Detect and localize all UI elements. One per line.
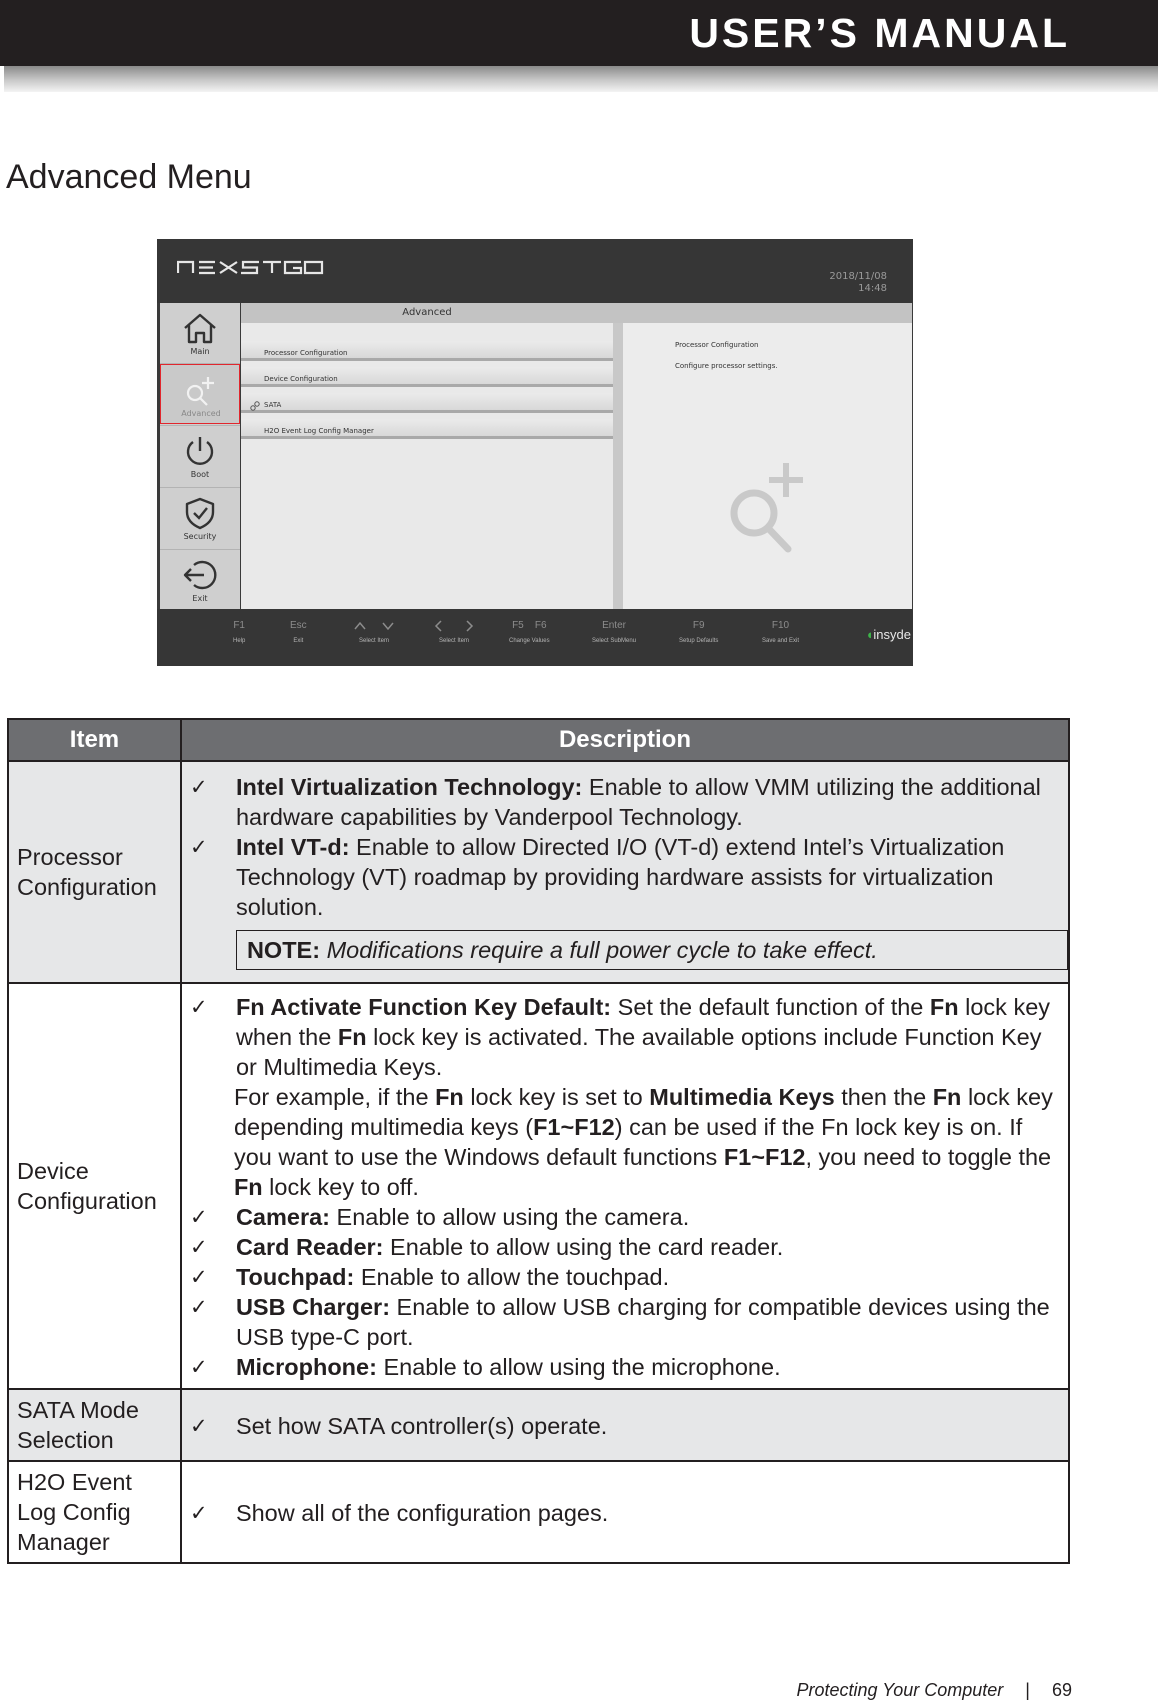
checkmark-icon: ✓ xyxy=(189,995,208,1019)
bios-tab-label: Advanced xyxy=(181,409,221,418)
fkey-desc: Select Item xyxy=(358,638,389,644)
text-run: Multimedia Keys xyxy=(649,1084,835,1110)
fkey-help xyxy=(233,620,245,644)
setting-text: Enable to allow Directed I/O (VT-d) extend Intel’s Virtualization Technology (VT) roadmap by providing hardware assists for virtualization solution. xyxy=(235,834,1005,920)
link-icon xyxy=(250,401,260,411)
item-cell: Processor Configuration xyxy=(8,761,181,983)
setting-text: Enable to allow the touchpad. xyxy=(354,1264,670,1290)
bios-screenshot xyxy=(157,239,913,666)
insyde-brand: insyde xyxy=(873,627,911,642)
setting-name: Microphone: xyxy=(235,1354,377,1380)
setting-text: Set how SATA controller(s) operate. xyxy=(235,1413,608,1439)
bios-sidebar xyxy=(160,303,240,609)
bios-menu-item[interactable] xyxy=(241,341,613,361)
fkey-key: F9 xyxy=(692,620,705,631)
list-item xyxy=(190,1232,1060,1262)
fkey-desc: Save and Exit xyxy=(762,638,800,644)
fkey-save-exit xyxy=(762,620,799,644)
footer-separator: | xyxy=(1025,1680,1030,1700)
setting-text: Enable to allow using the microphone. xyxy=(376,1354,781,1380)
setting-name: Intel VT-d: xyxy=(235,834,350,860)
checkmark-icon: ✓ xyxy=(189,1501,208,1525)
setting-name: Intel Virtualization Technology: xyxy=(235,774,583,800)
fkey-key: F10 xyxy=(771,620,790,631)
setting-text: Enable to allow using the card reader. xyxy=(383,1234,784,1260)
bios-tab-boot[interactable] xyxy=(160,426,240,486)
bios-menu-item-label: SATA xyxy=(264,401,282,409)
setting-name: Card Reader: xyxy=(235,1234,384,1260)
fkey-desc: Select SubMenu xyxy=(592,638,637,644)
power-icon xyxy=(182,434,218,468)
table-row-sata xyxy=(8,1389,1069,1461)
text-run: lock key is set to xyxy=(463,1084,650,1110)
bios-menu-item-label: Processor Configuration xyxy=(264,349,348,357)
bios-datetime xyxy=(829,271,887,295)
text-run: F1~F12 xyxy=(533,1114,615,1140)
text-run: Fn xyxy=(435,1084,464,1110)
shield-check-icon xyxy=(182,496,218,530)
bios-tab-label: Exit xyxy=(192,594,208,603)
fkey-desc: Change Values xyxy=(509,638,550,644)
checkmark-icon: ✓ xyxy=(189,1295,208,1319)
column-header-item: Item xyxy=(8,719,181,761)
fkey-key: Enter xyxy=(602,620,626,631)
fkey-key: F1 xyxy=(233,620,245,631)
table-row-device xyxy=(8,983,1069,1389)
text-run: lock key depending multimedia keys ( xyxy=(233,1084,1053,1140)
nexstgo-logo xyxy=(177,259,337,275)
advanced-menu-table xyxy=(7,718,1070,1564)
checkmark-icon: ✓ xyxy=(189,1355,208,1379)
text-run: lock key is activated. The available options include Function Key or Multimedia Keys. xyxy=(235,1024,1042,1080)
bios-tab-label: Boot xyxy=(190,470,210,479)
header-band xyxy=(0,0,1158,66)
setting-text: Show all of the configuration pages. xyxy=(235,1500,609,1526)
arrow-left-right-icon xyxy=(433,620,475,632)
bios-menu-item-label: Device Configuration xyxy=(264,375,338,383)
bios-tab-label: Security xyxy=(183,532,217,541)
text-run: For example, if the xyxy=(233,1084,436,1110)
home-icon xyxy=(182,311,218,345)
header-shadow xyxy=(4,66,1158,92)
fkey-select-submenu xyxy=(592,620,636,644)
setting-name: Touchpad: xyxy=(235,1264,355,1290)
fkey-key xyxy=(353,620,395,634)
bios-footer xyxy=(157,609,913,666)
fkey-setup-defaults xyxy=(679,620,718,644)
bios-top-bar xyxy=(157,239,913,303)
insyde-mark-icon: ◖ xyxy=(865,627,874,642)
bios-menu-item[interactable] xyxy=(241,419,613,439)
text-run: lock key when the xyxy=(235,994,1051,1050)
list-item xyxy=(190,1262,1060,1292)
bios-menu-list xyxy=(241,323,613,609)
checkmark-icon: ✓ xyxy=(189,1265,208,1289)
page-number: 69 xyxy=(1051,1680,1072,1700)
help-title: Processor Configuration xyxy=(675,341,759,349)
description-cell xyxy=(181,983,1069,1389)
text-run: ) can be used if the Fn lock key is on. If you want to use the Windows default functions xyxy=(233,1114,1023,1170)
list-item xyxy=(190,1202,1060,1232)
list-item xyxy=(190,1498,1060,1528)
text-run: then the xyxy=(834,1084,933,1110)
bios-menu-item[interactable] xyxy=(241,367,613,387)
fkey-key xyxy=(433,620,475,634)
description-cell xyxy=(181,1389,1069,1461)
text-run: Fn xyxy=(337,1024,367,1050)
fkey-desc: Help xyxy=(233,638,246,644)
text-run: F1~F12 xyxy=(723,1144,806,1170)
page-footer xyxy=(797,1680,1073,1701)
setting-text: Enable to allow VMM utilizing the additional hardware capabilities by Vanderpool Technology. xyxy=(235,774,1041,830)
bios-menu-item[interactable] xyxy=(241,393,613,413)
text-run: Fn xyxy=(929,994,959,1020)
text-run: Fn xyxy=(233,1174,263,1200)
bios-help-panel xyxy=(623,323,912,609)
fkey-select-item-horizontal xyxy=(433,620,475,644)
setting-text: Enable to allow using the camera. xyxy=(329,1204,690,1230)
bios-tab-main[interactable] xyxy=(160,303,240,363)
checkmark-icon: ✓ xyxy=(189,1205,208,1229)
fkey-desc: Select Item xyxy=(438,638,469,644)
bios-tab-exit[interactable] xyxy=(160,550,240,610)
bios-panel-header xyxy=(241,303,912,323)
note-text: Modifications require a full power cycle to take effect. xyxy=(326,937,878,963)
fkey-key: F5 F6 xyxy=(512,620,547,631)
list-item xyxy=(190,992,1060,1082)
setting-name: USB Charger: xyxy=(235,1294,391,1320)
text-run: , you need to toggle the xyxy=(805,1144,1052,1170)
note-label: NOTE: xyxy=(246,937,321,963)
list-item-continuation xyxy=(190,1082,1060,1202)
list-item xyxy=(190,1411,1060,1441)
help-description: Configure processor settings. xyxy=(675,362,778,370)
bios-panel-title: Advanced xyxy=(402,307,452,318)
fkey-exit xyxy=(290,620,307,644)
bios-tab-label: Main xyxy=(190,347,210,356)
description-cell xyxy=(181,1461,1069,1563)
bios-date: 2018/11/08 xyxy=(829,271,887,282)
text-run: Fn xyxy=(932,1084,962,1110)
footer-section: Protecting Your Computer xyxy=(796,1680,1004,1700)
text-run: Set the default function of the xyxy=(611,994,930,1020)
item-cell: SATA Mode Selection xyxy=(8,1389,181,1461)
list-item xyxy=(190,772,1060,832)
text-run: lock key to off. xyxy=(262,1174,419,1200)
list-item xyxy=(190,832,1060,922)
checkmark-icon: ✓ xyxy=(189,1414,208,1438)
fkey-change-values xyxy=(509,620,550,644)
fkey-select-item-vertical xyxy=(353,620,395,644)
bios-menu-item-label: H2O Event Log Config Manager xyxy=(264,427,374,435)
insyde-logo xyxy=(866,627,911,642)
checkmark-icon: ✓ xyxy=(189,835,208,859)
exit-arrow-icon xyxy=(182,558,218,592)
manual-title: USER’S MANUAL xyxy=(689,10,1070,56)
bios-tab-security[interactable] xyxy=(160,488,240,548)
bios-main-panel xyxy=(241,303,912,609)
section-title: Advanced Menu xyxy=(6,158,252,196)
list-item xyxy=(190,1292,1060,1352)
table-row-h2o xyxy=(8,1461,1069,1563)
fkey-desc: Exit xyxy=(293,638,304,644)
list-item xyxy=(190,1352,1060,1382)
arrow-up-down-icon xyxy=(353,620,395,632)
checkmark-icon: ✓ xyxy=(189,775,208,799)
item-cell: H2O Event Log Config Manager xyxy=(8,1461,181,1563)
bios-time: 14:48 xyxy=(858,283,887,294)
table-header-row xyxy=(8,719,1069,761)
fkey-desc: Setup Defaults xyxy=(679,638,719,644)
bios-panel-divider xyxy=(613,323,623,609)
bios-tab-advanced[interactable] xyxy=(160,364,240,424)
magnifier-plus-icon xyxy=(728,457,814,557)
column-header-description: Description xyxy=(181,719,1069,761)
checkmark-icon: ✓ xyxy=(189,1235,208,1259)
magnifier-plus-icon xyxy=(183,373,219,407)
setting-name: Fn Activate Function Key Default: xyxy=(235,994,612,1020)
description-cell xyxy=(181,761,1069,983)
setting-text: Enable to allow USB charging for compatible devices using the USB type-C port. xyxy=(235,1294,1050,1350)
setting-name: Camera: xyxy=(235,1204,330,1230)
item-cell: Device Configuration xyxy=(8,983,181,1389)
note-box xyxy=(236,930,1068,970)
fkey-key: Esc xyxy=(290,620,307,631)
table-row-processor xyxy=(8,761,1069,983)
